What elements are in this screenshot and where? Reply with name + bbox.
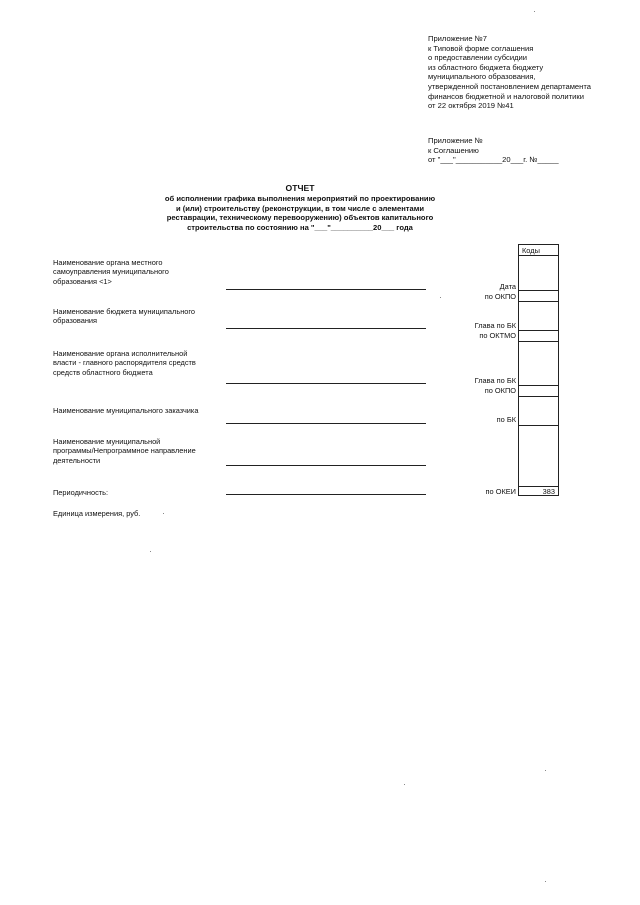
- field-label-line: программы/Непрограммное направление: [53, 446, 196, 456]
- appendix-line: Приложение №7: [428, 34, 488, 43]
- appendix-line: муниципального образования,: [428, 72, 536, 82]
- agreement-line: от "___"___________20___г. №_____: [428, 155, 559, 165]
- report-subtitle-line: реставрации, техническому перевооружению) объектов капитального: [166, 213, 434, 223]
- appendix-line: финансов бюджетной и налоговой политики: [428, 91, 584, 101]
- appendix-line: к Типовой форме соглашения: [428, 43, 534, 53]
- agreement-line: к Соглашению: [428, 145, 479, 155]
- codes-row-divider: [519, 290, 558, 291]
- field-label-line: Наименование муниципальной: [53, 437, 161, 446]
- field-label-municipal-body: [53, 258, 223, 286]
- report-subtitle-line: и (или) строительству (реконструкции, в том числе с элементами: [175, 203, 425, 213]
- codes-header: Коды: [519, 245, 558, 256]
- field-label-line: Наименование муниципального заказчика: [53, 406, 199, 415]
- scan-speck: [404, 784, 405, 785]
- scan-speck: [545, 881, 546, 882]
- report-title: ОТЧЕТ: [285, 183, 315, 193]
- field-label-line: образования <1>: [53, 276, 112, 286]
- field-label-line: власти - главного распорядителя средств: [53, 358, 196, 368]
- code-label-oktmo: по ОКТМО: [479, 331, 516, 340]
- field-label-municipal-budget: [53, 307, 223, 326]
- field-label-line: средств областного бюджета: [53, 367, 153, 377]
- report-subtitle-line: строительства по состоянию на "___"__________20___ года: [187, 222, 413, 232]
- field-input-municipal-customer[interactable]: [226, 423, 426, 424]
- field-label-municipal-customer: [53, 406, 233, 415]
- appendix-line: утвержденной постановлением департамента: [428, 81, 591, 91]
- field-label-line: деятельности: [53, 455, 101, 465]
- field-label-executive-body: [53, 349, 223, 377]
- field-input-municipal-program[interactable]: [226, 465, 426, 466]
- field-label-line: образования: [53, 316, 98, 326]
- code-label-date: Дата: [499, 282, 516, 291]
- okei-code-value: 383: [542, 487, 555, 496]
- field-input-periodicity[interactable]: [226, 494, 426, 495]
- code-label-okei: по ОКЕИ: [485, 487, 516, 496]
- scan-speck: [163, 513, 164, 514]
- field-input-municipal-budget[interactable]: [226, 328, 426, 329]
- unit-label: Единица измерения, руб.: [53, 509, 141, 518]
- field-label-line: Наименование органа местного: [53, 258, 163, 267]
- agreement-block: [428, 136, 628, 165]
- appendix-line: из областного бюджета бюджету: [428, 62, 544, 72]
- scan-speck: [534, 11, 535, 12]
- codes-table: [518, 244, 559, 496]
- appendix-line: о предоставлении субсидии: [428, 53, 527, 63]
- field-input-executive-body[interactable]: [226, 383, 426, 384]
- scan-speck: [440, 297, 441, 298]
- field-input-municipal-body[interactable]: [226, 289, 426, 290]
- field-label-municipal-program: [53, 437, 223, 465]
- code-label-okpo-2: по ОКПО: [484, 386, 516, 395]
- code-label-okpo: по ОКПО: [484, 292, 516, 301]
- codes-row-divider: [519, 330, 558, 331]
- field-label-periodicity: [53, 488, 223, 497]
- scan-speck: [150, 551, 151, 552]
- codes-row-divider: [519, 385, 558, 386]
- field-label-line: Наименование бюджета муниципального: [53, 307, 196, 316]
- codes-row-divider: [519, 301, 558, 302]
- code-label-glava-bk: Глава по БК: [474, 321, 516, 330]
- agreement-line: Приложение №: [428, 136, 483, 145]
- report-subtitle-line: об исполнении графика выполнения мероприятий по проектированию: [164, 194, 436, 203]
- codes-row-divider: [519, 341, 558, 342]
- field-label-line: Наименование органа исполнительной: [53, 349, 188, 358]
- scan-speck: [545, 770, 546, 771]
- code-label-glava-bk-2: Глава по БК: [474, 376, 516, 385]
- report-title-block: [150, 183, 450, 232]
- code-label-bk: по БК: [496, 415, 516, 424]
- appendix-block: [428, 34, 628, 111]
- field-label-line: самоуправления муниципального: [53, 267, 169, 277]
- codes-row-divider: [519, 425, 558, 426]
- field-label-line: Периодичность:: [53, 488, 109, 497]
- codes-row-divider: [519, 396, 558, 397]
- appendix-line: от 22 октября 2019 №41: [428, 101, 514, 111]
